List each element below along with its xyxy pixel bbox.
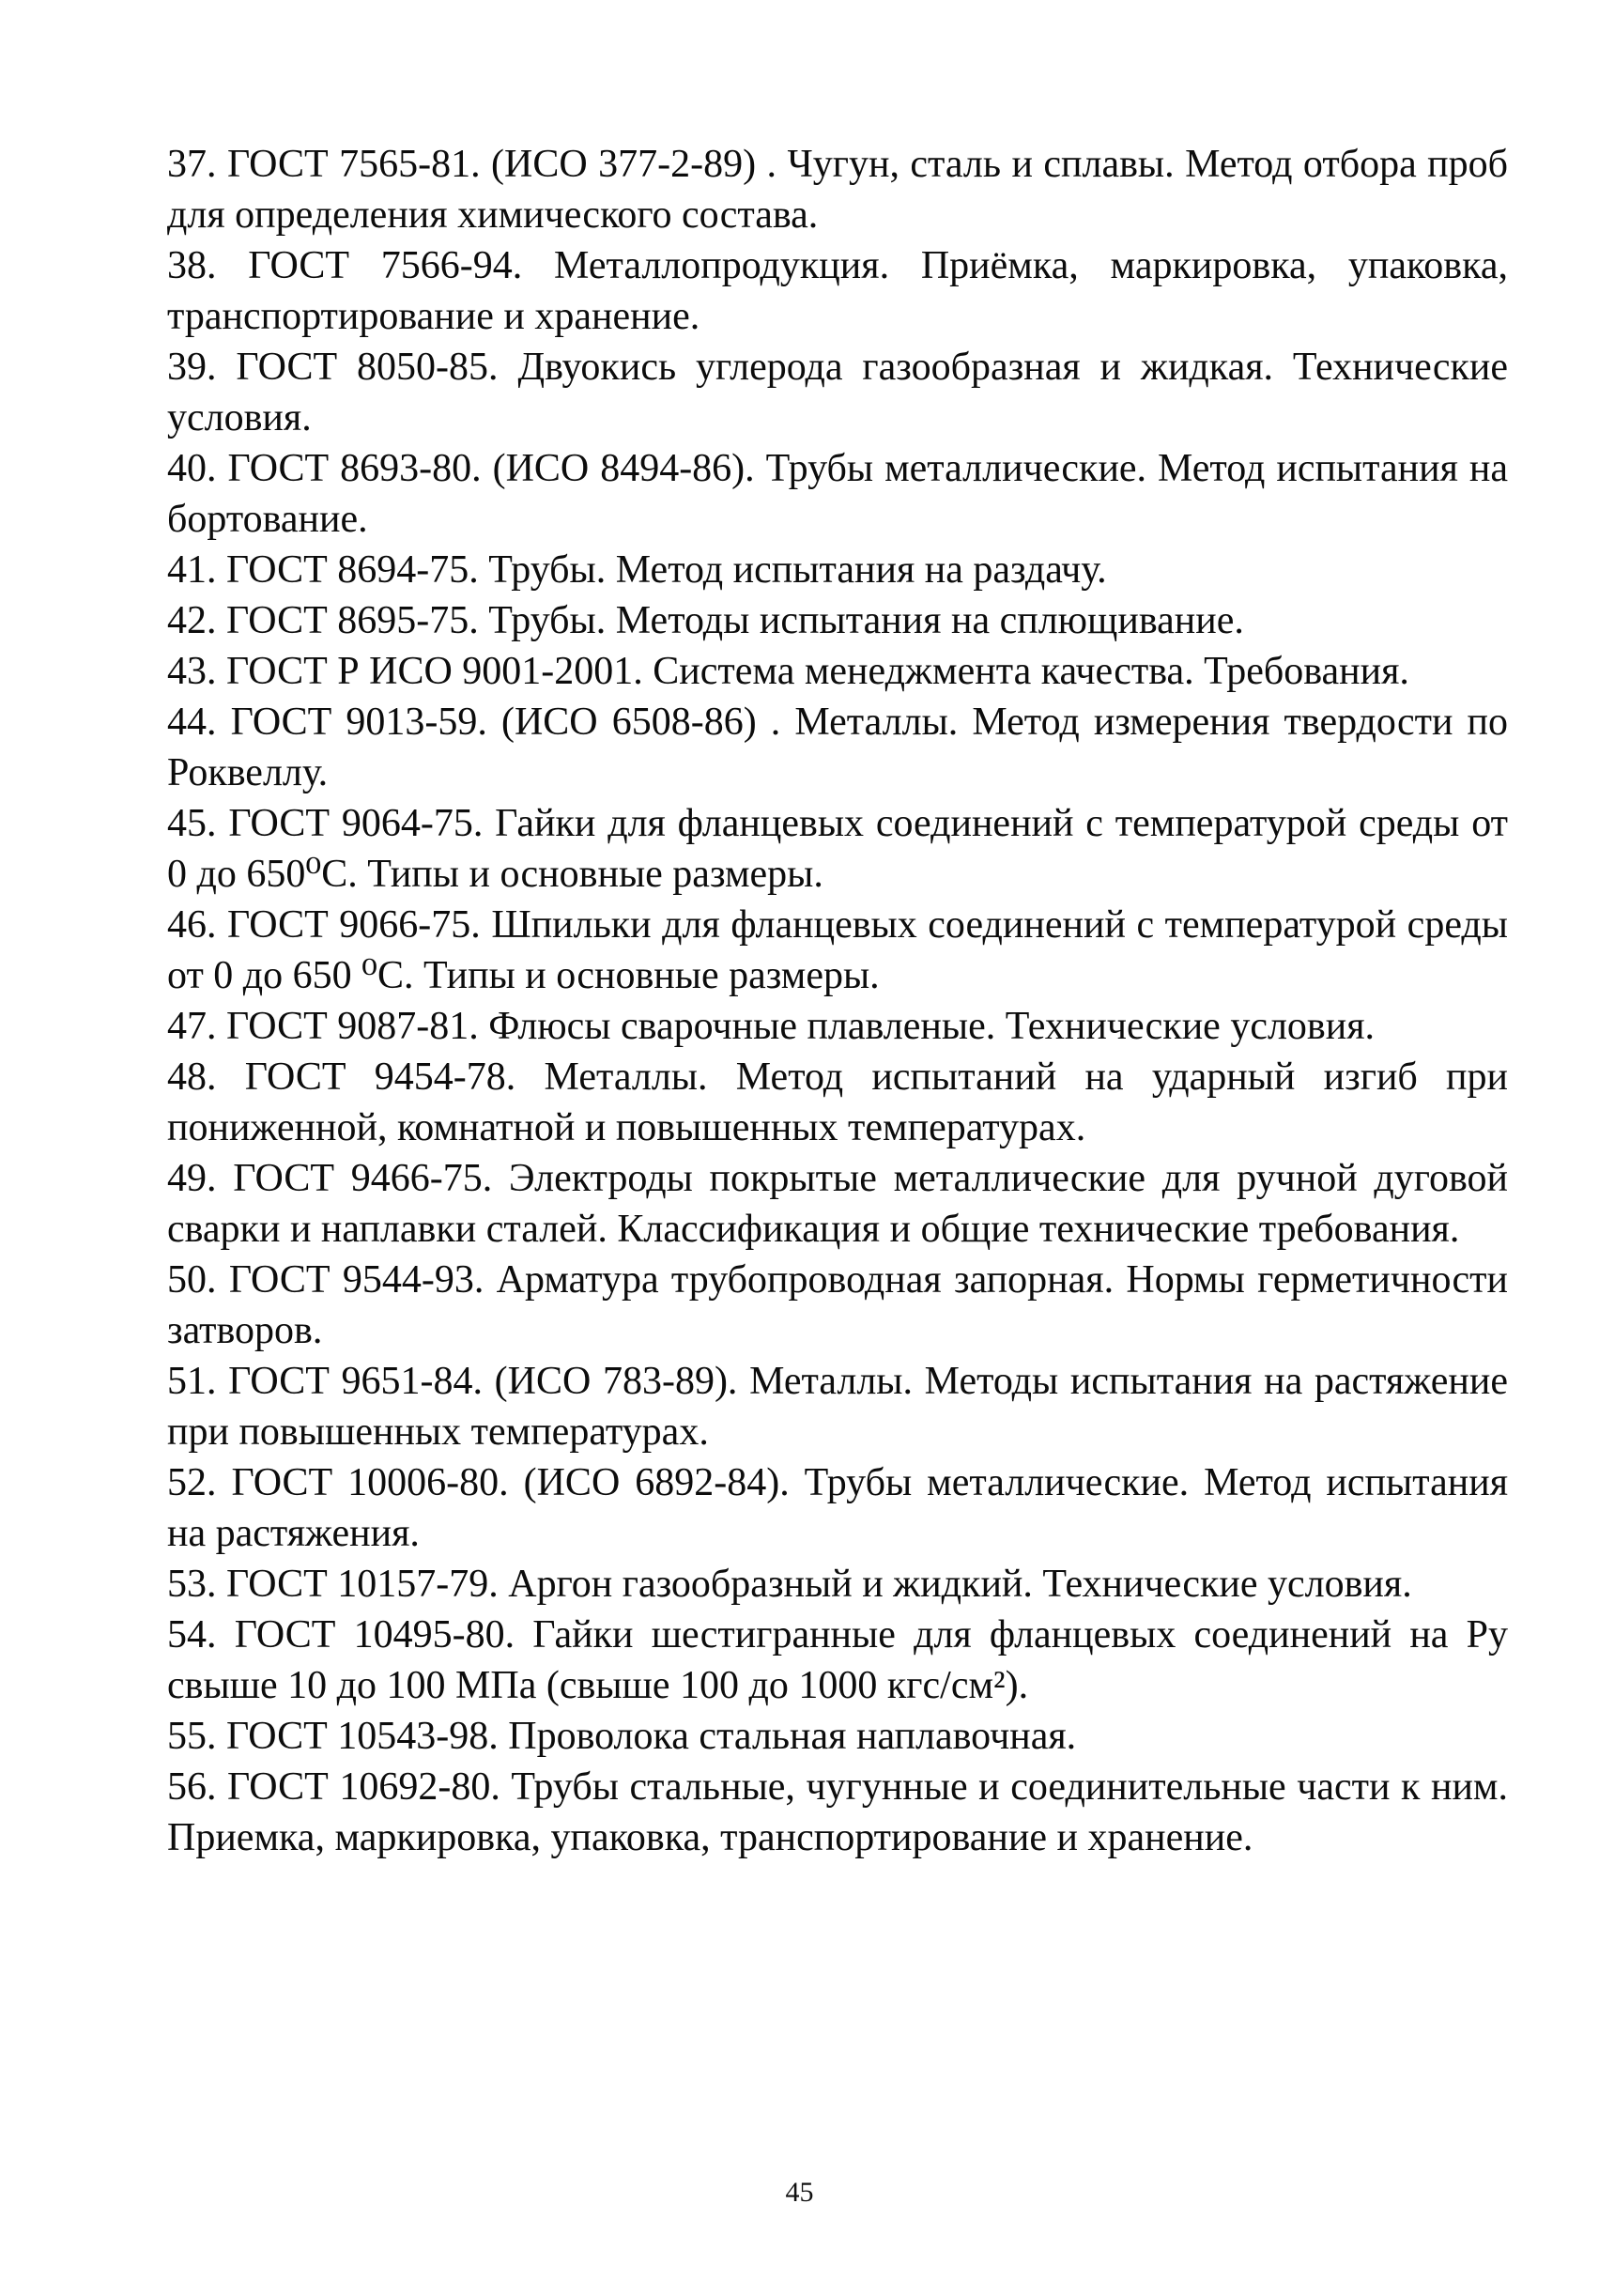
list-item — [167, 798, 1508, 900]
item-text: ГОСТ 9466-75. Электроды покрытые металлические для ручной дуговой сварки и наплавки сталей. Классификация и общие технические требования. — [167, 1157, 1508, 1251]
item-text: ГОСТ 9087-81. Флюсы сварочные плавленые. Технические условия. — [226, 1005, 1376, 1048]
list-item — [167, 1762, 1508, 1863]
list-item — [167, 1559, 1508, 1610]
item-text: ГОСТ 7565-81. (ИСО 377-2-89) . Чугун, сталь и сплавы. Метод отбора проб для определения химического состава. — [167, 143, 1508, 237]
item-number: 47. — [167, 1005, 217, 1048]
item-text: ГОСТ Р ИСО 9001-2001. Система менеджмента качества. Требования. — [226, 650, 1409, 693]
list-item — [167, 1610, 1508, 1711]
list-item — [167, 342, 1508, 443]
list-item — [167, 443, 1508, 545]
item-text: ГОСТ 10495-80. Гайки шестигранные для фланцевых соединений на Ру свыше 10 до 100 МПа (свыше 100 до 1000 кгс/см²). — [167, 1613, 1508, 1707]
item-text: ГОСТ 8695-75. Трубы. Методы испытания на сплющивание. — [226, 599, 1244, 642]
item-text: ГОСТ 10692-80. Трубы стальные, чугунные и соединительные части к ним. Приемка, маркировка, упаковка, транспортирование и хранение. — [167, 1765, 1508, 1859]
item-text: ГОСТ 8693-80. (ИСО 8494-86). Трубы металлические. Метод испытания на бортование. — [167, 447, 1509, 541]
item-number: 38. — [167, 244, 217, 287]
item-text: ГОСТ 9066-75. Шпильки для фланцевых соединений с температурой среды от 0 до 650 ⁰С. Типы и основные размеры. — [167, 903, 1508, 997]
item-number: 52. — [167, 1461, 217, 1504]
item-number: 51. — [167, 1360, 217, 1403]
item-number: 44. — [167, 701, 217, 744]
item-text: ГОСТ 10157-79. Аргон газообразный и жидкий. Технические условия. — [226, 1563, 1412, 1606]
item-number: 45. — [167, 802, 217, 845]
item-number: 41. — [167, 548, 217, 592]
list-item — [167, 697, 1508, 798]
list-item — [167, 139, 1508, 240]
list-item — [167, 1711, 1508, 1762]
standards-list — [167, 139, 1508, 1863]
list-item — [167, 1153, 1508, 1255]
item-number: 39. — [167, 346, 217, 389]
item-number: 55. — [167, 1715, 217, 1758]
item-text: ГОСТ 7566-94. Металлопродукция. Приёмка, маркировка, упаковка, транспортирование и хранение. — [167, 244, 1508, 338]
item-number: 43. — [167, 650, 217, 693]
item-number: 37. — [167, 143, 217, 186]
list-item — [167, 1255, 1508, 1356]
item-number: 42. — [167, 599, 217, 642]
item-text: ГОСТ 9651-84. (ИСО 783-89). Металлы. Методы испытания на растяжение при повышенных температурах. — [167, 1360, 1508, 1454]
item-number: 46. — [167, 903, 217, 947]
item-text: ГОСТ 8050-85. Двуокись углерода газообразная и жидкая. Технические условия. — [167, 346, 1508, 439]
item-number: 40. — [167, 447, 217, 490]
item-number: 49. — [167, 1157, 217, 1200]
list-item — [167, 1356, 1508, 1457]
item-number: 54. — [167, 1613, 217, 1657]
list-item — [167, 545, 1508, 595]
item-text: ГОСТ 9544-93. Арматура трубопроводная запорная. Нормы герметичности затворов. — [167, 1258, 1509, 1352]
item-text: ГОСТ 9064-75. Гайки для фланцевых соединений с температурой среды от 0 до 650⁰С. Типы и основные размеры. — [167, 802, 1509, 896]
list-item — [167, 240, 1508, 342]
item-text: ГОСТ 9454-78. Металлы. Метод испытаний на ударный изгиб при пониженной, комнатной и повышенных температурах. — [167, 1056, 1509, 1149]
list-item — [167, 595, 1508, 646]
item-text: ГОСТ 10006-80. (ИСО 6892-84). Трубы металлические. Метод испытания на растяжения. — [167, 1461, 1509, 1555]
list-item — [167, 1052, 1508, 1153]
item-number: 56. — [167, 1765, 217, 1809]
list-item — [167, 1457, 1508, 1559]
item-text: ГОСТ 10543-98. Проволока стальная наплавочная. — [226, 1715, 1077, 1758]
item-number: 50. — [167, 1258, 217, 1302]
item-text: ГОСТ 8694-75. Трубы. Метод испытания на раздачу. — [226, 548, 1107, 592]
item-text: ГОСТ 9013-59. (ИСО 6508-86) . Металлы. Метод измерения твердости по Роквеллу. — [167, 701, 1508, 794]
list-item — [167, 900, 1508, 1001]
page-number: 45 — [785, 2177, 814, 2208]
list-item — [167, 646, 1508, 697]
item-number: 53. — [167, 1563, 217, 1606]
list-item — [167, 1001, 1508, 1052]
item-number: 48. — [167, 1056, 217, 1099]
